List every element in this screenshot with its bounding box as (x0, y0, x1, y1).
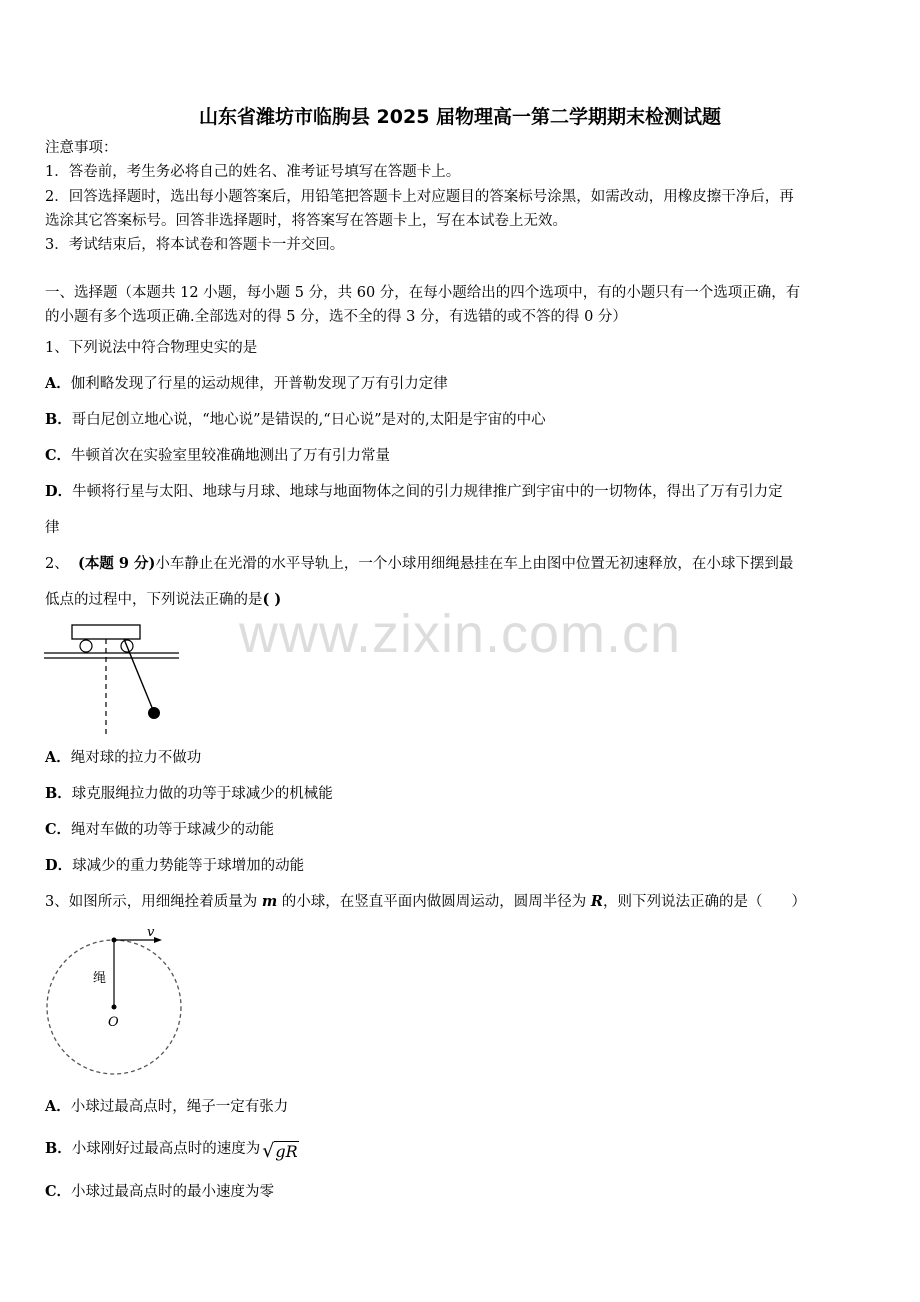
section-heading-cont: 的小题有多个选项正确.全部选对的得 5 分，选不全的得 3 分，有选错的或不答的得 0 分） (45, 309, 627, 325)
var-m: m (261, 893, 278, 910)
center-label: O (108, 1015, 119, 1030)
option-label: A． (45, 1098, 71, 1115)
option-label: B． (45, 785, 72, 802)
q3-stem-text: 3、如图所示，用细绳拴着质量为 (45, 894, 262, 910)
q2-points: (本题 9 分) (77, 555, 156, 572)
q1-option-c (45, 446, 390, 466)
q1-option-d-cont: 律 (45, 520, 60, 536)
q3-stem (45, 892, 806, 912)
option-text: 哥白尼创立地心说，“地心说”是错误的,“日心说”是对的,太阳是宇宙的中心 (71, 412, 546, 428)
notice-item: 选涂其它答案标号。回答非选择题时，将答案写在答题卡上，写在本试卷上无效。 (45, 213, 567, 229)
option-text: 小球过最高点时的最小速度为零 (71, 1184, 275, 1200)
q2-stem-text: 低点的过程中，下列说法正确的是 (45, 592, 263, 608)
var-r: R (590, 893, 603, 910)
velocity-arrowhead (154, 937, 162, 943)
option-text: 球克服绳拉力做的功等于球减少的机械能 (71, 786, 333, 802)
q2-option-a (45, 748, 201, 768)
section-heading: 一、选择题（本题共 12 小题，每小题 5 分，共 60 分，在每小题给出的四个选项中，有的小题只有一个选项正确，有 (45, 285, 801, 301)
sqrt-sign: √ (262, 1140, 275, 1162)
option-text: 伽利略发现了行星的运动规律，开普勒发现了万有引力定律 (70, 376, 448, 392)
notice-item: 2．回答选择题时，选出每小题答案后，用铅笔把答题卡上对应题目的答案标号涂黑，如需改动，用橡皮擦干净后，再 (45, 189, 794, 205)
option-label: C． (45, 1183, 72, 1200)
option-label: A． (45, 749, 71, 766)
option-text: 牛顿首次在实验室里较准确地测出了万有引力常量 (71, 448, 391, 464)
option-text: 小球刚好过最高点时的速度为 (71, 1141, 261, 1157)
center-point (112, 1005, 117, 1010)
option-text: 绳对车做的功等于球减少的动能 (71, 822, 275, 838)
q1-stem: 1、下列说法中符合物理史实的是 (45, 340, 258, 356)
circular-motion-figure (40, 925, 200, 1085)
rope-label: 绳 (93, 971, 107, 986)
option-label: D． (45, 483, 73, 500)
option-text: 牛顿将行星与太阳、地球与月球、地球与地面物体之间的引力规律推广到宇宙中的一切物体，得出了万有引力定 (72, 484, 783, 500)
q2-number: 2、 (45, 556, 69, 572)
option-label: C． (45, 447, 72, 464)
notice-item: 1．答卷前，考生务必将自己的姓名、准考证号填写在答题卡上。 (45, 164, 461, 180)
q2-stem (45, 554, 793, 574)
q2-option-c (45, 820, 274, 840)
sqrt-formula (262, 1141, 298, 1163)
option-text: 绳对球的拉力不做功 (70, 750, 202, 766)
watermark: www.zixin.com.cn (238, 604, 682, 664)
option-text: 小球过最高点时，绳子一定有张力 (70, 1099, 289, 1115)
notice-item: 3．考试结束后，将本试卷和答题卡一并交回。 (45, 237, 345, 253)
q1-option-b (45, 410, 546, 430)
page-title: 山东省潍坊市临朐县 2025 届物理高一第二学期期末检测试题 (198, 106, 722, 128)
sqrt-radicand: gR (275, 1142, 298, 1161)
q3-option-a (45, 1097, 288, 1117)
q3-stem-text: ，则下列说法正确的是（ ） (602, 894, 806, 910)
option-label: C． (45, 821, 72, 838)
option-label: B． (45, 411, 72, 428)
q3-option-c (45, 1182, 274, 1202)
notice-heading: 注意事项： (45, 140, 118, 156)
q1-option-a (45, 374, 448, 394)
option-label: D． (45, 857, 73, 874)
q2-option-d (45, 856, 304, 876)
q1-option-d (45, 482, 783, 502)
q3-option-b (45, 1139, 299, 1163)
q3-stem-text: 的小球，在竖直平面内做圆周运动，圆周半径为 (277, 894, 591, 910)
pendulum-ball (148, 707, 160, 719)
q2-stem-text: 小车静止在光滑的水平导轨上，一个小球用细绳悬挂在车上由图中位置无初速释放，在小球下摆到最 (155, 556, 794, 572)
option-label: A． (45, 375, 71, 392)
q2-option-b (45, 784, 333, 804)
answer-bracket: ( ) (262, 591, 282, 608)
option-text: 球减少的重力势能等于球增加的动能 (72, 858, 305, 874)
velocity-label: v (147, 925, 155, 940)
option-label: B． (45, 1140, 72, 1157)
